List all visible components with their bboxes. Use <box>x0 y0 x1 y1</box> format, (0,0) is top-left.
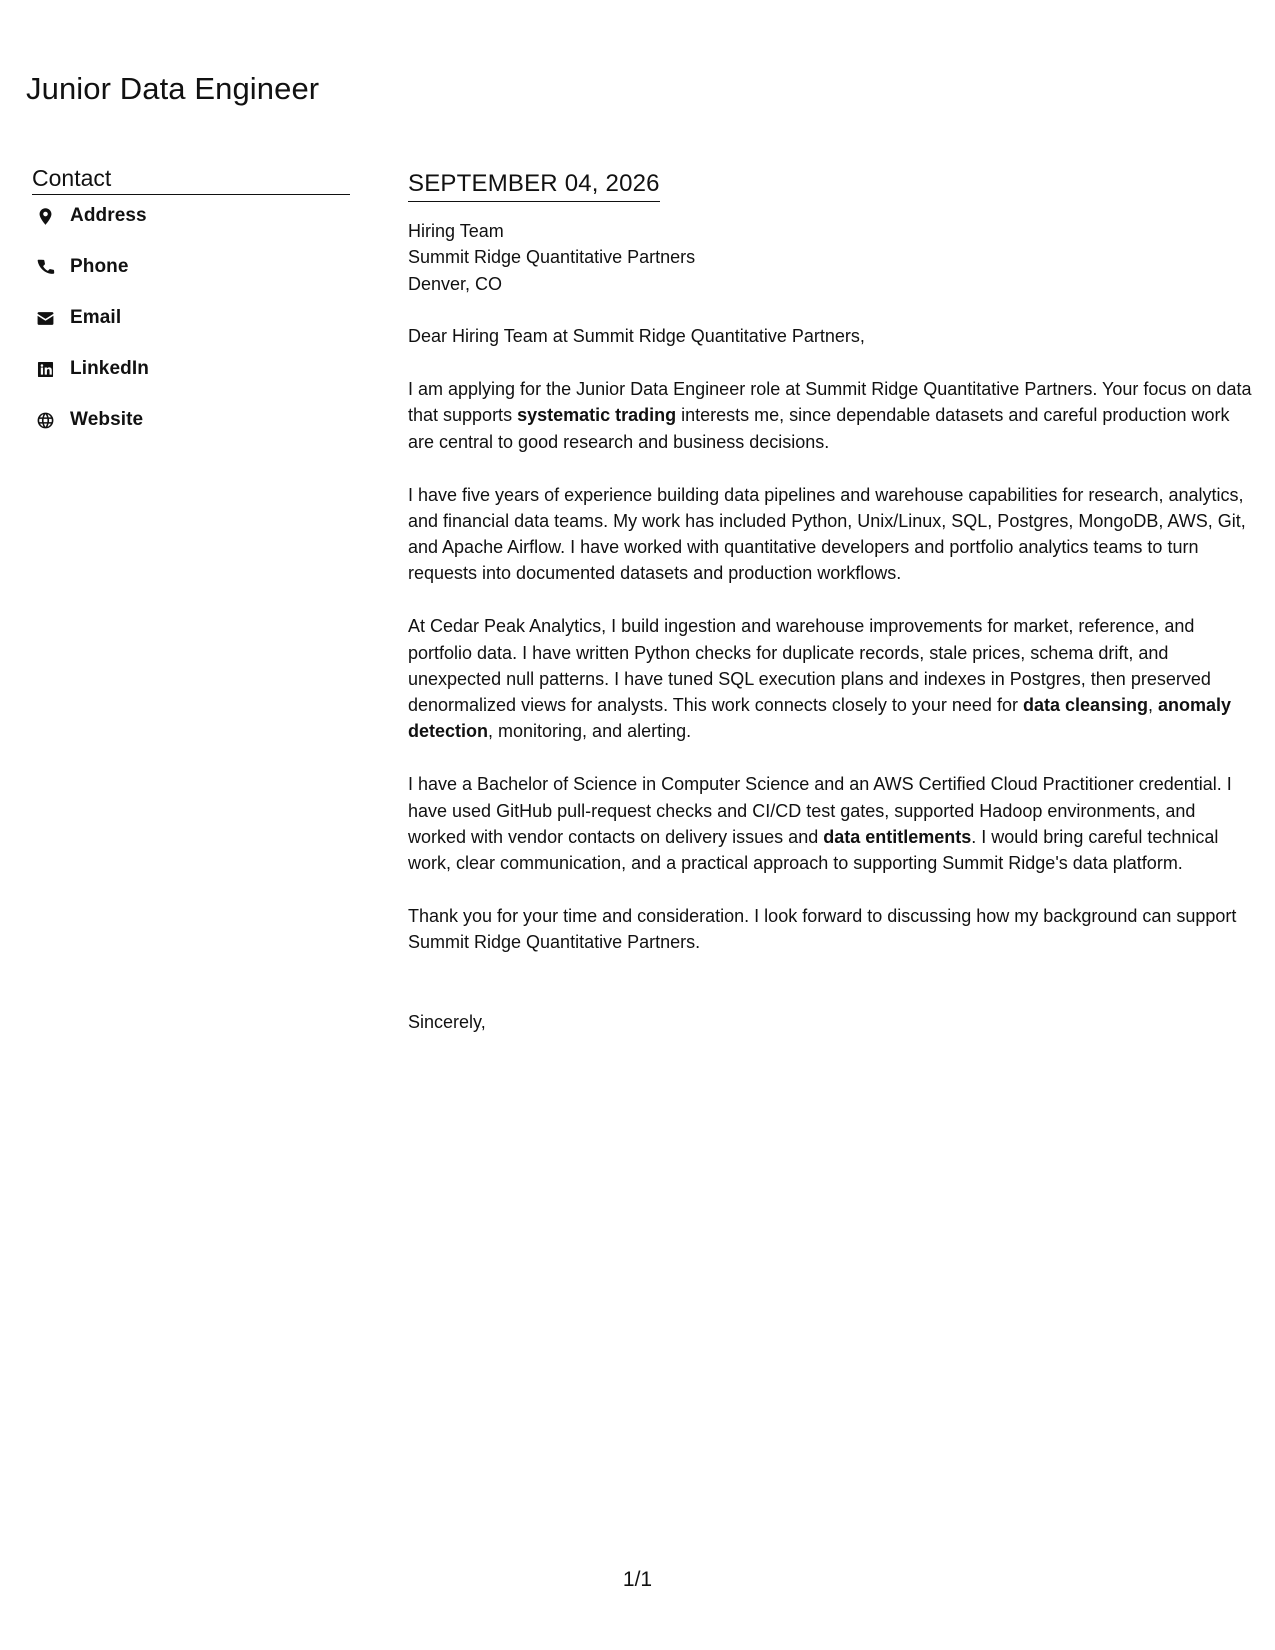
letter-date: SEPTEMBER 04, 2026 <box>408 168 660 202</box>
letter-paragraph <box>408 613 1253 744</box>
envelope-icon <box>34 307 56 329</box>
paragraph-text: At Cedar Peak Analytics, I build ingestion and warehouse improvements for market, reference, and portfolio data. I have written Python checks for duplicate records, stale prices, schema drift, and unexpected null patterns. I have tuned SQL execution plans and indexes in Postgres, then preserved denormalized views for analysts. This work connects closely to your need for <box>408 616 1211 716</box>
contact-item-website[interactable] <box>32 407 350 433</box>
recipient-line: Hiring Team <box>408 221 504 241</box>
globe-icon <box>34 409 56 431</box>
contact-item-phone[interactable] <box>32 254 350 280</box>
emphasis-text: anomaly detection <box>408 695 1232 742</box>
contact-heading: Contact <box>32 164 350 195</box>
letter-paragraph <box>408 771 1253 876</box>
recipient-line: Denver, CO <box>408 273 503 294</box>
contact-item-email[interactable] <box>32 305 350 331</box>
contact-label-website: Website <box>70 409 144 430</box>
contact-item-linkedin[interactable] <box>32 356 350 382</box>
emphasis-text: data entitlements <box>823 826 972 847</box>
closing: Sincerely, <box>408 1011 486 1032</box>
emphasis-text: systematic trading <box>517 405 677 426</box>
phone-icon <box>34 256 56 278</box>
recipient-block <box>408 218 1253 297</box>
paragraph-text: . I would bring careful technical work, clear communication, and a practical approach to supporting Summit Ridge's data platform. <box>408 826 1219 874</box>
contact-sidebar <box>32 164 350 458</box>
contact-label-address: Address <box>70 205 147 226</box>
letter-paragraph <box>408 482 1253 587</box>
paragraph-text: I am applying for the Junior Data Engineer role at Summit Ridge Quantitative Partners. Your focus on data that supports <box>408 379 1252 426</box>
contact-label-email: Email <box>70 307 122 328</box>
contact-item-address[interactable] <box>32 203 350 229</box>
paragraph-text: , <box>1148 695 1159 716</box>
paragraph-text: I have a Bachelor of Science in Computer Science and an AWS Certified Cloud Practitioner credential. I have used GitHub pull-request checks and CI/CD test gates, supported Hadoop environments, and worked with vendor contacts on delivery issues and <box>408 774 1232 847</box>
recipient-line: Summit Ridge Quantitative Partners <box>408 247 696 268</box>
paragraph-text: Thank you for your time and consideration. I look forward to discussing how my background can support Summit Ridge Quantitative Partners. <box>408 905 1237 953</box>
letter-paragraph <box>408 903 1253 956</box>
salutation: Dear Hiring Team at Summit Ridge Quantitative Partners, <box>408 326 865 347</box>
document-title: Junior Data Engineer <box>26 71 320 106</box>
map-pin-icon <box>34 205 56 227</box>
paragraph-text: , monitoring, and alerting. <box>488 721 692 742</box>
contact-list <box>32 203 350 433</box>
page-indicator: 1/1 <box>622 1568 653 1591</box>
letter-body <box>408 168 1253 1035</box>
contact-label-linkedin: LinkedIn <box>70 358 149 379</box>
paragraph-text: interests me, since dependable datasets and careful production work are central to good research and business decisions. <box>408 405 1230 452</box>
emphasis-text: data cleansing <box>1022 695 1148 716</box>
paragraph-text: I have five years of experience building data pipelines and warehouse capabilities for research, analytics, and financial data teams. My work has included Python, Unix/Linux, SQL, Postgres, MongoDB, AWS, Git, and Apache Airflow. I have worked with quantitative developers and portfolio analytics teams to turn requests into documented datasets and production workflows. <box>408 484 1246 584</box>
letter-paragraph <box>408 376 1253 455</box>
linkedin-icon <box>34 358 56 380</box>
contact-label-phone: Phone <box>70 256 129 277</box>
